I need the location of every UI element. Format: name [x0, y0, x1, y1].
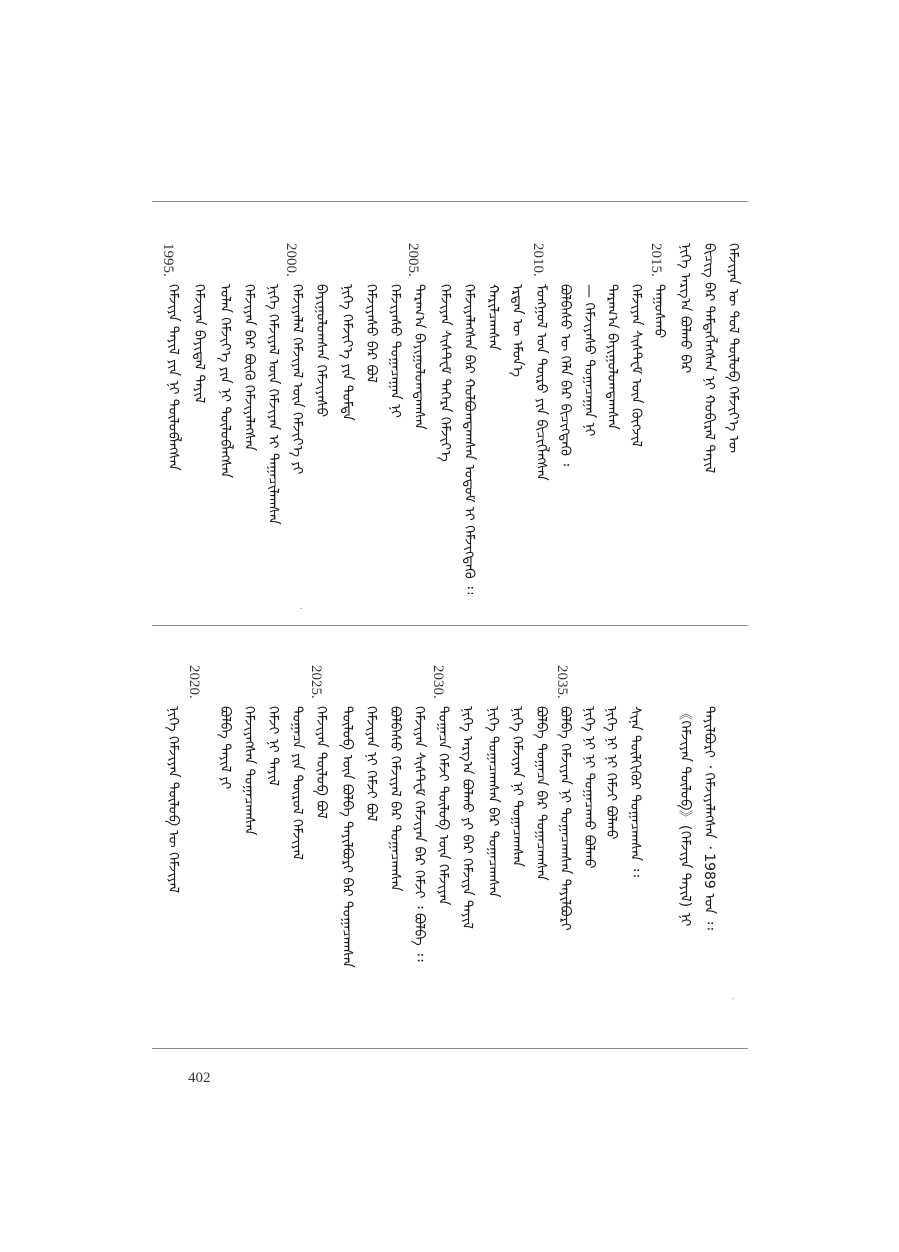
bottom-divider	[152, 1048, 748, 1049]
text-column: ᠪᠣᠯᠪᠠ ᠲᠠᠶᠢᠯ ᠶᠢ	[217, 706, 233, 790]
text-column: ᠪᠣᠯᠪᠠ ᠲᠣᠭᠠᠴᠠ ᠪᠠᠷ ᠲᠣᠭᠠᠴᠠᠭᠰᠠᠨ	[533, 706, 549, 881]
text-column: ᠪᠠᠶᠢᠭᠤᠯᠤᠭᠰᠠᠨ ᠬᠡᠮᠵᠢᠶᠡᠰᠦ	[313, 284, 329, 418]
text-column: ᠨᠢᠭᠡ ᠬᠡᠮᠵᠢᠶᠡᠯ ᠦᠨ ᠬᠡᠮᠵᠢᠶᠡᠨ ᠢ ᠳᠠᠭᠠᠴᠢᠯᠠᠭᠰᠠᠨ	[265, 284, 281, 525]
text-column: ᠬᠡᠮᠵᠢ ᠨᠢ ᠲᠠᠶᠢᠯ	[265, 706, 281, 787]
text-column: ᠲᠣᠭᠠᠴᠠ ᠶᠢᠨ ᠲᠥᠷᠦᠯ ᠬᠡᠮᠵᠢᠶᠡᠯ	[289, 706, 305, 860]
text-column: ᠨᠢᠭᠡ ᠬᠡᠮᠵᠢᠶ᠎ᠡ ᠶᠢᠨ ᠳᠤᠮᠳᠠ	[339, 284, 355, 421]
text-column: ᠬᠡᠮᠵᠢᠶᠡᠨ ᠪᠠᠶᠢᠳᠠᠯ ᠲᠠᠶᠢᠯ	[191, 284, 207, 404]
text-column: ᠬᠡᠮᠵᠢᠶᠡᠯᠡᠯ ᠬᠡᠮᠵᠢᠶᠡᠯ ᠦᠨ ᠬᠡᠮᠵᠢᠶ᠎ᠡ ᠶᠢ	[289, 284, 305, 475]
scan-speck	[300, 608, 302, 609]
text-column: ᠬᠡᠮᠵᠢᠶᠡᠰᠦ ᠲᠣᠭᠠᠴᠠᠭᠠᠨ ᠨᠢ	[387, 284, 403, 418]
text-column: ᠬᠡᠮᠵᠢᠶᠡᠯᠡᠭᠰᠡᠨ ᠪᠡᠷ ᠬᠣᠯᠪᠣᠭᠳᠠᠭᠰᠠᠨ ᠤᠳᠤᠮ ᠢ ᠬᠡᠮᠵᠢᠭᠳᠡᠬᠦ ᠄᠄	[461, 284, 477, 595]
line-number: 1995.	[160, 243, 176, 277]
text-column: ᠬᠡᠮᠵᠢᠶᠡᠨ ᠲᠥᠯᠦᠪ ᠪᠣᠯ	[313, 706, 329, 819]
text-column: ᠬᠡᠮᠵᠢᠶᠡᠨ ᠪᠡᠷ ᠪᠦᠬᠦ ᠬᠡᠮᠵᠢᠶᠡᠯᠡᠭᠰᠡᠨ	[241, 284, 257, 451]
top-divider	[152, 201, 748, 202]
text-column: ᠬᠡᠮᠵᠢᠶᠡᠰᠦ ᠪᠠᠷ ᠪᠣᠯ	[363, 284, 379, 383]
text-column: ᠨᠢᠭᠡ ᠨᠢ ᠨᠢ ᠬᠡᠮᠵᠢ ᠪᠣᠯᠬᠤ	[603, 706, 619, 840]
text-column: — ᠬᠡᠮᠵᠢᠶᠡᠰᠦ ᠲᠣᠭᠠᠴᠠᠭᠠᠨ ᠨᠢ	[581, 284, 597, 437]
text-column: ᠮᠣᠩᠭᠣᠯ ᠤᠨ ᠲᠥᠷᠦ ᠶᠢᠨ ᠪᠢᠴᠢᠭᠯᠡᠭᠰᠡᠨ	[533, 284, 549, 481]
line-number: 2035.	[554, 665, 570, 699]
text-column: ᠨᠢᠭᠡ ᠠᠷᠭ᠎ᠠ ᠪᠣᠯᠬᠤ ᠪᠠᠷ	[677, 243, 693, 374]
text-column: ᠨᠢᠭᠡ ᠲᠣᠭᠠᠴᠠᠭᠰᠠᠨ ᠪᠠᠷ ᠲᠣᠭᠠᠴᠠᠭᠰᠠᠨ	[485, 706, 501, 898]
text-column: ᠬᠡᠮᠵᠢᠶᠡ ᠲᠠᠶᠢᠯ ᠶᠢᠨ ᠨᠢ ᠲᠥᠯᠦᠪᠯᠡᠭᠰᠡᠨ	[165, 284, 181, 471]
text-column: ᠬᠡᠮᠵᠢᠶᠡᠨ ᠦ ᠳᠤᠯ ᠲᠥᠯᠦᠪ ᠬᠡᠮᠵᠢᠶ᠎ᠡ ᠦ	[725, 243, 741, 454]
text-column: ᠲᠥᠯᠦᠪ ᠦᠨ ᠪᠣᠯᠪᠠ ᠲᠠᠶᠢᠯᠪᠤᠷᠢ ᠪᠡᠷ ᠲᠣᠭᠠᠴᠠᠭᠰᠠᠨ	[339, 706, 355, 968]
text-column: ᠨᠢᠭᠡ ᠨᠢ ᠨᠢ ᠲᠣᠭᠠᠴᠠᠬᠤ ᠪᠣᠯᠬᠤ	[581, 706, 597, 869]
page-number: 402	[188, 1070, 211, 1086]
line-number: 2020.	[186, 665, 202, 699]
text-column: ᠨᠢᠭᠡ ᠬᠡᠮᠵᠢᠶᠡᠨ ᠲᠥᠯᠦᠪ ᠦ ᠬᠡᠮᠵᠢᠶᠡᠯ	[165, 706, 181, 893]
line-number: 2005.	[405, 243, 421, 277]
line-number: 2000.	[283, 243, 299, 277]
text-column: ᠲᠣᠭᠠᠴᠠ ᠬᠡᠮᠵᠢ ᠲᠥᠯᠦᠪ ᠦᠨ ᠬᠡᠮᠵᠢᠶᠡᠨ	[435, 706, 451, 906]
text-column: ᠲᠠᠶᠢᠯᠪᠤᠷᠢ ᠂ ᠬᠡᠮᠵᠢᠶᠡᠯᠡᠭᠰᠡᠨ ᠂ 1989 ᠣᠨ ᠄᠄	[701, 706, 717, 930]
text-column: ᠳᠠᠷᠠᠭ᠎ᠠ ᠪᠠᠶᠢᠭᠤᠯᠤᠭᠳᠠᠭᠰᠠᠨ	[604, 284, 620, 430]
text-column: ᠪᠣᠯᠪᠠᠰᠤ ᠦ ᠬᠡᠯᠡ ᠪᠡᠷ ᠪᠢᠴᠢᠭᠳᠡᠭᠦ ᠄	[557, 284, 573, 467]
text-column: ᠰᠢᠨᠡ ᠲᠦᠯᠬᠢᠭᠦᠷ ᠲᠣᠭᠠᠴᠠᠭᠰᠠᠨ ᠄᠄	[627, 706, 643, 877]
text-column: ᠬᠠᠷᠢᠯᠴᠠᠭᠰᠠᠨ	[485, 284, 501, 351]
text-column: 《ᠬᠡᠮᠵᠢᠶᠡᠨ ᠲᠥᠯᠦᠪ》(ᠬᠡᠮᠵᠢᠶᠡ ᠲᠠᠶᠢᠯ) ᠨᠢ	[677, 706, 693, 927]
text-column: ᠨᠢᠭᠡ ᠬᠡᠮᠵᠢᠶᠡᠨ ᠨᠢ ᠲᠣᠭᠠᠴᠠᠭᠰᠠᠨ	[509, 706, 525, 868]
text-column: ᠪᠣᠯᠪᠠᠰᠤ ᠬᠡᠮᠵᠢᠶᠡᠯ ᠪᠡᠷ ᠲᠣᠭᠠᠴᠠᠭᠰᠠᠨ	[387, 706, 403, 892]
scan-speck	[732, 998, 734, 999]
text-column: ᠬᠡᠮᠵᠢᠶᠡᠨ ᠰᠢᠰᠲ᠋ᠧᠮ ᠬᠡᠮᠵᠢᠶᠡᠨ ᠪᠡᠷ ᠬᠡᠮᠵᠢ ᠄ ᠪᠣᠯᠪᠠ ᠄᠄	[411, 706, 427, 962]
line-number: 2010.	[530, 243, 546, 277]
text-column: ᠡᠷᠲᠡᠨ ᠦ ᠡᠮᠦᠨ᠎ᠡ	[509, 284, 525, 378]
text-column: ᠣᠯᠠᠨ ᠬᠡᠮᠵᠢᠶ᠎ᠡ ᠶᠢᠨ ᠨᠢ ᠲᠥᠯᠦᠪᠯᠡᠭᠰᠡᠨ	[217, 284, 233, 479]
middle-divider	[152, 625, 748, 626]
line-number: 2025.	[308, 665, 324, 699]
text-column: ᠨᠢᠭᠡ ᠠᠷᠭ᠎ᠠ ᠪᠣᠯᠬᠤ ᠶᠢ ᠪᠠᠷ ᠬᠡᠮᠵᠢᠶᠡ ᠲᠠᠶᠢᠯ	[459, 706, 475, 929]
text-column: ᠬᠡᠮᠵᠢᠶᠡᠨ ᠨᠢ ᠬᠡᠮᠵᠢ ᠪᠣᠯ	[363, 706, 379, 822]
text-column: ᠪᠢᠴᠢᠭ ᠪᠡᠷ ᠲᠡᠮᠳᠡᠭᠯᠡᠭᠰᠡᠨ ᠨᠢ ᠬᠤᠪᠢᠷᠠᠯ ᠲᠠᠶᠢᠯ	[701, 243, 717, 474]
line-number: 2015.	[648, 243, 664, 277]
text-column: ᠳᠠᠭᠤᠰᠬᠤ	[651, 284, 667, 339]
text-column: ᠬᠡᠮᠵᠢᠶᠡᠭᠰᠡᠨ ᠲᠣᠭᠠᠴᠠᠭᠰᠠᠨ	[241, 706, 257, 836]
text-column: ᠬᠡᠮᠵᠢᠶᠡᠨ ᠰᠢᠰᠲ᠋ᠧᠮ ᠦᠨ ᠬᠥᠭᠵᠢᠯ	[628, 284, 644, 448]
text-column: ᠪᠣᠯᠪᠠ ᠬᠡᠮᠵᠢᠶᠡᠨ ᠨᠢ ᠲᠣᠭᠠᠴᠠᠭᠰᠠᠨ ᠲᠠᠶᠢᠯᠪᠤᠷᠢ	[557, 706, 573, 931]
text-column: ᠳᠠᠷᠠᠭ᠎ᠠ ᠪᠠᠶᠢᠭᠤᠯᠤᠭᠳᠠᠭᠰᠠᠨ	[411, 284, 427, 430]
text-column: ᠬᠡᠮᠵᠢᠶᠡᠨ ᠰᠢᠰᠲ᠋ᠧᠮ ᠳᠡᠭᠡᠷᠡ ᠬᠡᠮᠵᠢᠶ᠎ᠡ	[437, 284, 453, 462]
line-number: 2030.	[430, 665, 446, 699]
